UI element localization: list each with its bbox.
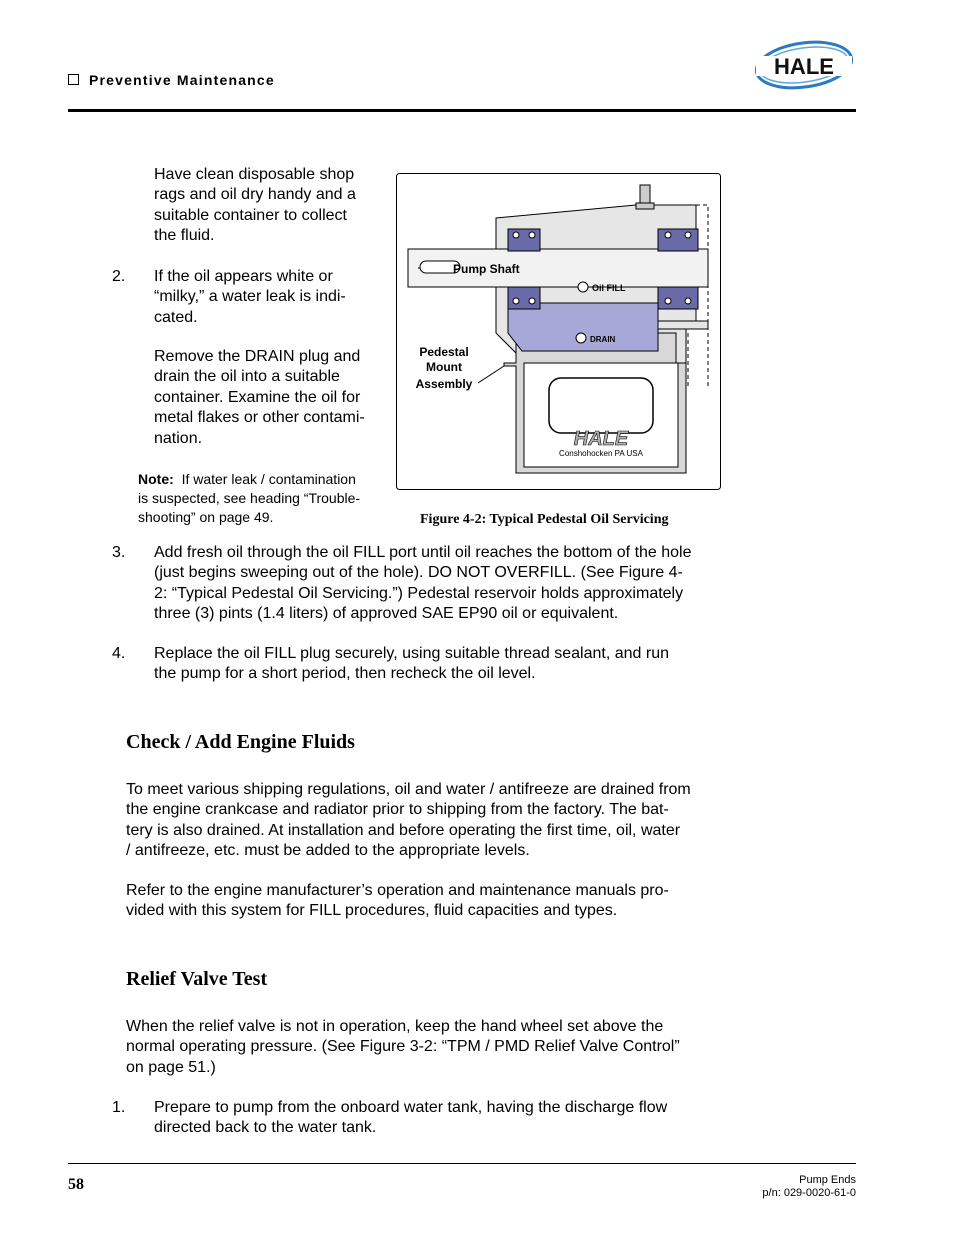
page-number: 58 — [68, 1176, 84, 1193]
svg-text:Conshohocken PA USA: Conshohocken PA USA — [559, 449, 643, 458]
svg-text:Pump Shaft: Pump Shaft — [453, 262, 520, 276]
relief-paragraph: When the relief valve is not in operation, keep the hand wheel set above the normal operating pressure. (See Figure 3-2: “TPM / PMD Relief Valve Control” on page 51.) — [126, 1018, 680, 1076]
svg-text:HALE: HALE — [573, 428, 629, 450]
step-2-text-a: If the oil appears white or “milky,” a water leak is indi- cated. — [154, 268, 346, 326]
step-4-text: Replace the oil FILL plug securely, using suitable thread sealant, and run the pump for a short period, then recheck the oil level. — [154, 645, 669, 683]
svg-text:Mount: Mount — [426, 360, 462, 374]
engine-paragraph-2: Refer to the engine manufacturer’s operation and maintenance manuals pro- vided with this system for FILL procedures, fluid capacities and types. — [126, 882, 669, 920]
section-heading-relief-valve: Relief Valve Test — [126, 968, 268, 990]
figure-caption: Figure 4-2: Typical Pedestal Oil Servicing — [420, 512, 669, 527]
relief-step-1-number: 1. — [112, 1099, 126, 1116]
intro-paragraph: Have clean disposable shop rags and oil dry handy and a suitable container to collect the fluid. — [154, 166, 356, 245]
svg-text:Pedestal: Pedestal — [419, 345, 469, 359]
running-header — [68, 72, 275, 88]
section-heading-engine-fluids: Check / Add Engine Fluids — [126, 731, 355, 753]
header-rule — [68, 109, 856, 112]
note-label: Note: — [138, 471, 174, 487]
step-3-number: 3. — [112, 544, 126, 561]
doc-title: Pump Ends — [799, 1174, 856, 1186]
pedestal-oil-figure — [396, 173, 721, 490]
step-4-number: 4. — [112, 645, 126, 662]
footer-rule — [68, 1163, 856, 1164]
svg-text:Assembly: Assembly — [415, 377, 473, 391]
part-number: p/n: 029-0020-61-0 — [762, 1187, 856, 1199]
step-2-number: 2. — [112, 268, 126, 285]
relief-step-1-text: Prepare to pump from the onboard water tank, having the discharge flow directed back to the water tank. — [154, 1099, 668, 1137]
svg-text:Oil FILL: Oil FILL — [592, 283, 626, 293]
hale-logo — [752, 34, 856, 96]
step-2-text-b: Remove the DRAIN plug and drain the oil into a suitable container. Examine the oil for metal flakes or other contami- nation. — [154, 348, 365, 447]
engine-paragraph-1: To meet various shipping regulations, oil and water / antifreeze are drained from the engine crankcase and radiator prior to shipping from the factory. The bat- tery is also drained. At installation and before operating the first time, oil, water / antifreeze, etc. must be added to the appropriate levels. — [126, 781, 691, 860]
footer-doc-info — [762, 1174, 856, 1200]
checkbox-bullet-icon — [68, 74, 79, 85]
svg-text:HALE: HALE — [774, 54, 834, 79]
note: Note: If water leak / contamination is suspected, see heading “Trouble- shooting” on page 49. — [138, 471, 361, 525]
step-3-text: Add fresh oil through the oil FILL port until oil reaches the bottom of the hole (just begins sweeping out of the hole). DO NOT OVERFILL. (See Figure 4- 2: “Typical Pedestal Oil Servicing.”) Pedestal reservoir holds approximately three (3) pints (1.4 liters) of approved SAE EP90 oil or equivalent. — [154, 544, 692, 623]
section-title: Preventive Maintenance — [89, 72, 275, 88]
svg-text:DRAIN: DRAIN — [590, 335, 616, 344]
